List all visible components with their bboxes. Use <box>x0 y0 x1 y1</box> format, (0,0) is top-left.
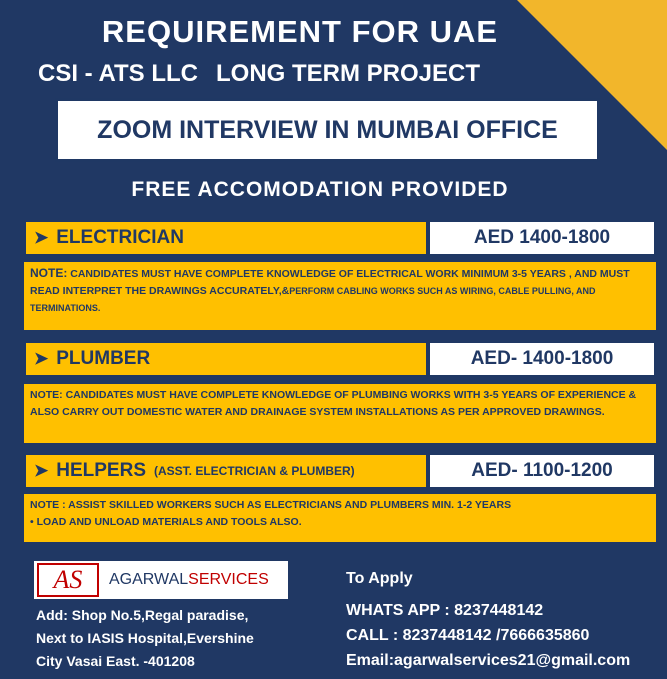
contact-heading: To Apply <box>346 570 413 587</box>
logo-mark: AS <box>37 563 99 597</box>
arrow-icon: ➤ <box>34 461 49 480</box>
salary-box: AED 1400-1800 <box>428 220 656 256</box>
job-row-plumber <box>24 341 656 377</box>
accommodation-text: FREE ACCOMODATION PROVIDED <box>131 178 509 201</box>
agency-name-part1: AGARWAL <box>109 571 189 588</box>
job-note-plumber <box>24 384 656 443</box>
address-line: City Vasai East. -401208 <box>36 653 195 669</box>
job-title: PLUMBER <box>56 348 151 369</box>
note-text: CANDIDATES MUST HAVE COMPLETE KNOWLEDGE OF ELECTRICAL WORK MINIMUM 3-5 YEARS , AND MUST READ INTERPRET THE DRAWINGS ACCURATELY,& <box>30 268 630 297</box>
job-subtitle: (ASST. ELECTRICIAN & PLUMBER) <box>154 464 355 478</box>
salary-box: AED- 1100-1200 <box>428 453 656 489</box>
poster-subtitle <box>38 60 480 88</box>
job-title-box <box>24 341 428 377</box>
arrow-icon: ➤ <box>34 228 49 247</box>
address-line: Next to IASIS Hospital,Evershine <box>36 630 254 646</box>
agency-name-part2: SERVICES <box>188 571 269 588</box>
whatsapp-number[interactable]: WHATS APP : 8237448142 <box>346 602 544 619</box>
job-title: ELECTRICIAN <box>56 227 184 248</box>
poster-title: REQUIREMENT FOR UAE <box>101 14 499 49</box>
job-note-electrician <box>24 262 656 330</box>
interview-banner <box>55 98 600 162</box>
interview-text: ZOOM INTERVIEW IN MUMBAI OFFICE <box>97 115 558 144</box>
address-line: Add: Shop No.5,Regal paradise, <box>36 607 249 623</box>
note-lead: NOTE: <box>30 266 68 280</box>
job-row-helpers <box>24 453 656 489</box>
note-text: NOTE: CANDIDATES MUST HAVE COMPLETE KNOWLEDGE OF PLUMBING WORKS WITH 3-5 YEARS OF EXPERIENCE & ALSO CARRY OUT DOMESTIC WATER AND DRAINAGE SYSTEM INSTALLATIONS AS PER APPROVED DRAWINGS. <box>30 389 637 418</box>
company-name: CSI - ATS LLC <box>38 60 198 87</box>
contact-block <box>346 566 630 673</box>
job-note-helpers <box>24 494 656 542</box>
note-text: NOTE : ASSIST SKILLED WORKERS SUCH AS ELECTRICIANS AND PLUMBERS MIN. 1-2 YEARS <box>30 499 512 511</box>
salary-box: AED- 1400-1800 <box>428 341 656 377</box>
note-text-small: PERFORM CABLING WORKS SUCH AS WIRING, CABLE PULLING, AND TERMINATIONS. <box>30 286 596 313</box>
job-title-box <box>24 220 428 256</box>
note-text-2: • LOAD AND UNLOAD MATERIALS AND TOOLS ALSO. <box>30 516 302 528</box>
arrow-icon: ➤ <box>34 349 49 368</box>
agency-name <box>109 571 269 589</box>
job-title: HELPERS <box>56 460 146 481</box>
email-address[interactable]: Email:agarwalservices21@gmail.com <box>346 652 631 669</box>
project-type: LONG TERM PROJECT <box>215 60 480 87</box>
call-number[interactable]: CALL : 8237448142 /7666635860 <box>346 627 590 644</box>
job-row-electrician <box>24 220 656 256</box>
job-title-box <box>24 453 428 489</box>
agency-address <box>36 604 254 673</box>
agency-logo <box>34 561 288 599</box>
